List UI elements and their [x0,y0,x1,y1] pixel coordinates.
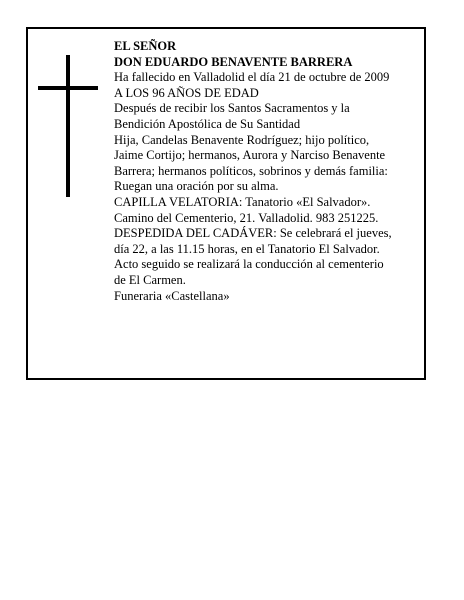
chapel-line-1: CAPILLA VELATORIA: Tanatorio «El Salvador». [114,194,371,209]
sacraments-line-1: Después de recibir los Santos Sacramentos y la [114,101,350,116]
age-line: A LOS 96 AÑOS DE EDAD [114,85,259,100]
chapel-line-2: Camino del Cementerio, 21. Valladolid. 983 251225. [114,210,379,225]
deceased-name: DON EDUARDO BENAVENTE BARRERA [114,54,353,69]
farewell-line-1: DESPEDIDA DEL CADÁVER: Se celebrará el jueves, [114,226,392,241]
burial-line-1: Acto seguido se realizará la conducción al cementerio [114,257,384,272]
sacraments-line-2: Bendición Apostólica de Su Santidad [114,116,301,131]
cross-vertical-bar [66,55,70,197]
death-date-line: Ha fallecido en Valladolid el día 21 de octubre de 2009 [114,70,390,85]
family-line-1: Hija, Candelas Benavente Rodríguez; hijo político, [114,132,370,147]
cross-icon [38,55,98,197]
prayer-line: Ruegan una oración por su alma. [114,179,279,194]
notice-title: EL SEÑOR [114,39,177,53]
funeral-home-line: Funeraria «Castellana» [114,288,230,303]
family-line-2: Jaime Cortijo; hermanos, Aurora y Narciso Benavente [114,148,386,163]
notice-text [114,39,426,304]
burial-line-2: de El Carmen. [114,272,186,287]
obituary-notice [26,27,426,380]
cross-horizontal-bar [38,86,98,90]
family-line-3: Barrera; hermanos políticos, sobrinos y demás familia: [114,163,388,178]
farewell-line-2: día 22, a las 11.15 horas, en el Tanatorio El Salvador. [114,241,380,256]
